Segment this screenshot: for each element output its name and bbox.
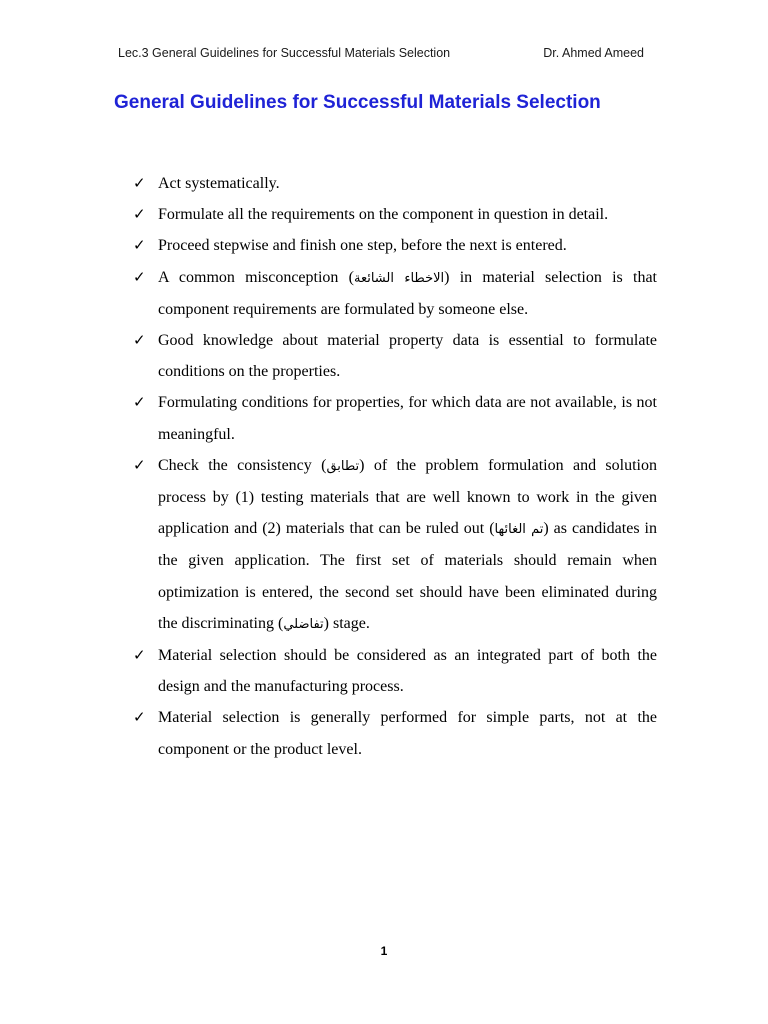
guidelines-list [133,168,657,765]
page-number: 1 [380,944,388,958]
checkmark-icon: ✓ [133,174,146,192]
list-item [133,230,657,261]
list-item [133,640,657,702]
arabic-term: تم الغائها [494,522,544,538]
list-item-text-middle: ) as candidates in the given application. The first set of materials should remain when optimization is entered, the second set should have been eliminated during the discriminating ( [158,520,658,632]
list-item-text: Proceed stepwise and finish one step, before the next is entered. [158,237,567,255]
header-lecture-title: Lec.3 General Guidelines for Successful Materials Selection [118,46,451,60]
list-item-text: Material selection is generally performed for simple parts, not at the component or the product level. [158,709,657,758]
checkmark-icon: ✓ [133,393,146,412]
list-item-text: Act systematically. [158,175,280,192]
list-item-text-after: ) in material selection is that component requirements are formulated by someone else. [158,268,657,318]
list-item-text: Material selection should be considered as an integrated part of both the design and the manufacturing process. [158,647,657,696]
arabic-term: الاخطاء الشائعة [353,270,445,286]
page-header [118,46,644,60]
checkmark-icon: ✓ [133,646,146,665]
checkmark-icon: ✓ [133,205,146,224]
list-item [133,168,657,199]
list-item-text: Formulate all the requirements on the component in question in detail. [158,206,609,224]
list-item-text: Formulating conditions for properties, for which data are not available, is not meaningful. [158,394,657,443]
list-item [133,702,657,764]
header-author: Dr. Ahmed Ameed [543,46,644,60]
list-item [133,450,657,640]
arabic-term: تطابق [326,458,360,474]
list-item-text-middle: ) of the problem formulation and solution process by (1) testing materials that are well known to work in the given application and (2) materials that can be ruled out ( [158,456,657,538]
arabic-term: تفاضلي [283,616,324,632]
list-item-text-before: A common misconception ( [158,268,354,286]
checkmark-icon: ✓ [133,267,146,286]
list-item [133,199,657,230]
checkmark-icon: ✓ [133,331,146,350]
list-item-text-after: ) stage. [323,614,370,632]
list-item-text-before: Check the consistency ( [158,456,327,474]
page-title: General Guidelines for Successful Materials Selection [114,92,601,113]
list-item [133,387,657,449]
list-item [133,325,657,387]
list-item-text: Good knowledge about material property data is essential to formulate conditions on the properties. [158,332,657,381]
checkmark-icon: ✓ [133,236,146,255]
checkmark-icon: ✓ [133,708,146,727]
list-item [133,262,657,325]
checkmark-icon: ✓ [133,455,146,474]
